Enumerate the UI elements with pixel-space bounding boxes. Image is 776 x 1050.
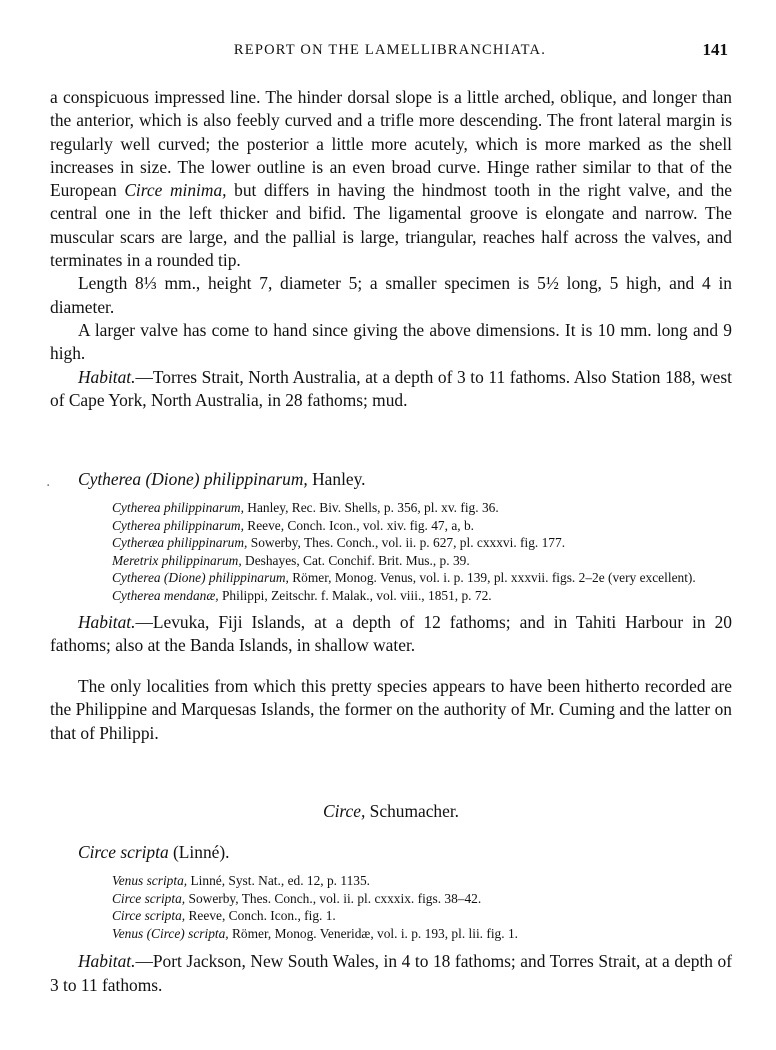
synonym-item: Cytherea (Dione) philippinarum, Römer, Monog. Venus, vol. i. p. 139, pl. xxxvii. figs. 2–2e (very excellent).: [112, 570, 696, 586]
measurements-paragraph: Length 8⅓ mm., height 7, diameter 5; a smaller specimen is 5½ long, 5 high, and 4 in diameter.: [50, 273, 732, 317]
synonymy-list-1: [50, 499, 732, 605]
synonym-item: Cytherea philippinarum, Reeve, Conch. Icon., vol. xiv. fig. 47, a, b.: [112, 517, 474, 533]
habitat-paragraph-1: Habitat.—Torres Strait, North Australia, at a depth of 3 to 11 fathoms. Also Station 188, west of Cape York, North Australia, in 28 fathoms; mud.: [50, 366, 732, 410]
synonym-item: Cytheræa philippinarum, Sowerby, Thes. Conch., vol. ii. p. 627, pl. cxxxvi. fig. 177.: [112, 535, 566, 551]
synonym-item: Circe scripta, Reeve, Conch. Icon., fig. 1.: [112, 908, 336, 924]
continued-paragraph: [50, 86, 732, 412]
synonym-item: Venus scripta, Linné, Syst. Nat., ed. 12, p. 1135.: [112, 873, 371, 888]
species-block-1: [50, 468, 732, 745]
synonymy-list-2: [50, 872, 732, 942]
synonym-item: Meretrix philippinarum, Deshayes, Cat. Conchif. Brit. Mus., p. 39.: [112, 552, 470, 568]
larger-valve-paragraph: A larger valve has come to hand since giving the above dimensions. It is 10 mm. long and 9 high.: [50, 319, 732, 364]
habitat-paragraph-3: Habitat.—Port Jackson, New South Wales, in 4 to 18 fathoms; and Torres Strait, at a depth of 3 to 11 fathoms.: [50, 951, 732, 995]
synonym-item: Venus (Circe) scripta, Römer, Monog. Veneridæ, vol. i. p. 193, pl. lii. fig. 1.: [112, 925, 518, 941]
habitat-paragraph-2: Habitat.—Levuka, Fiji Islands, at a depth of 12 fathoms; and in Tahiti Harbour in 20 fathoms; also at the Banda Islands, in shallow water.: [50, 611, 732, 655]
genus-heading: Circe, Schumacher.: [322, 801, 460, 821]
margin-dot: ·: [46, 478, 51, 494]
running-title: REPORT ON THE LAMELLIBRANCHIATA.: [233, 42, 547, 58]
species-heading-2: Circe scripta (Linné).: [78, 842, 230, 862]
localities-paragraph: The only localities from which this pretty species appears to have been hitherto recorded are the Philippine and Marquesas Islands, the former on the authority of Mr. Cuming and the latter on that of Philippi.: [50, 676, 732, 743]
page-number: 141: [702, 40, 728, 59]
synonym-item: Cytherea philippinarum, Hanley, Rec. Biv. Shells, p. 356, pl. xv. fig. 36.: [112, 500, 499, 515]
synonym-item: Cytherea mendanæ, Philippi, Zeitschr. f. Malak., vol. viii., 1851, p. 72.: [112, 587, 492, 603]
synonym-item: Circe scripta, Sowerby, Thes. Conch., vol. ii. pl. cxxxix. figs. 38–42.: [112, 890, 482, 906]
species-heading-1: Cytherea (Dione) philippinarum, Hanley.: [78, 469, 366, 489]
genus-block: [50, 800, 732, 997]
description-paragraph: a conspicuous impressed line. The hinder dorsal slope is a little arched, oblique, and longer than the anterior, which is also feebly curved and a trifle more descending. The front lateral margin is regularly well curved; the posterior a little more acutely, which is more marked as the shell increases in size. The lower outline is an even broad curve. Hinge rather similar to that of the European Circe minima, but differs in having the hindmost tooth in the right valve, and the central one in the left thicker and bifid. The ligamental groove is elongate and narrow. The muscular scars are large, and the pallial is large, triangular, reaches half across the valves, and terminates in a rounded tip.: [50, 87, 733, 271]
running-header: [50, 42, 730, 66]
